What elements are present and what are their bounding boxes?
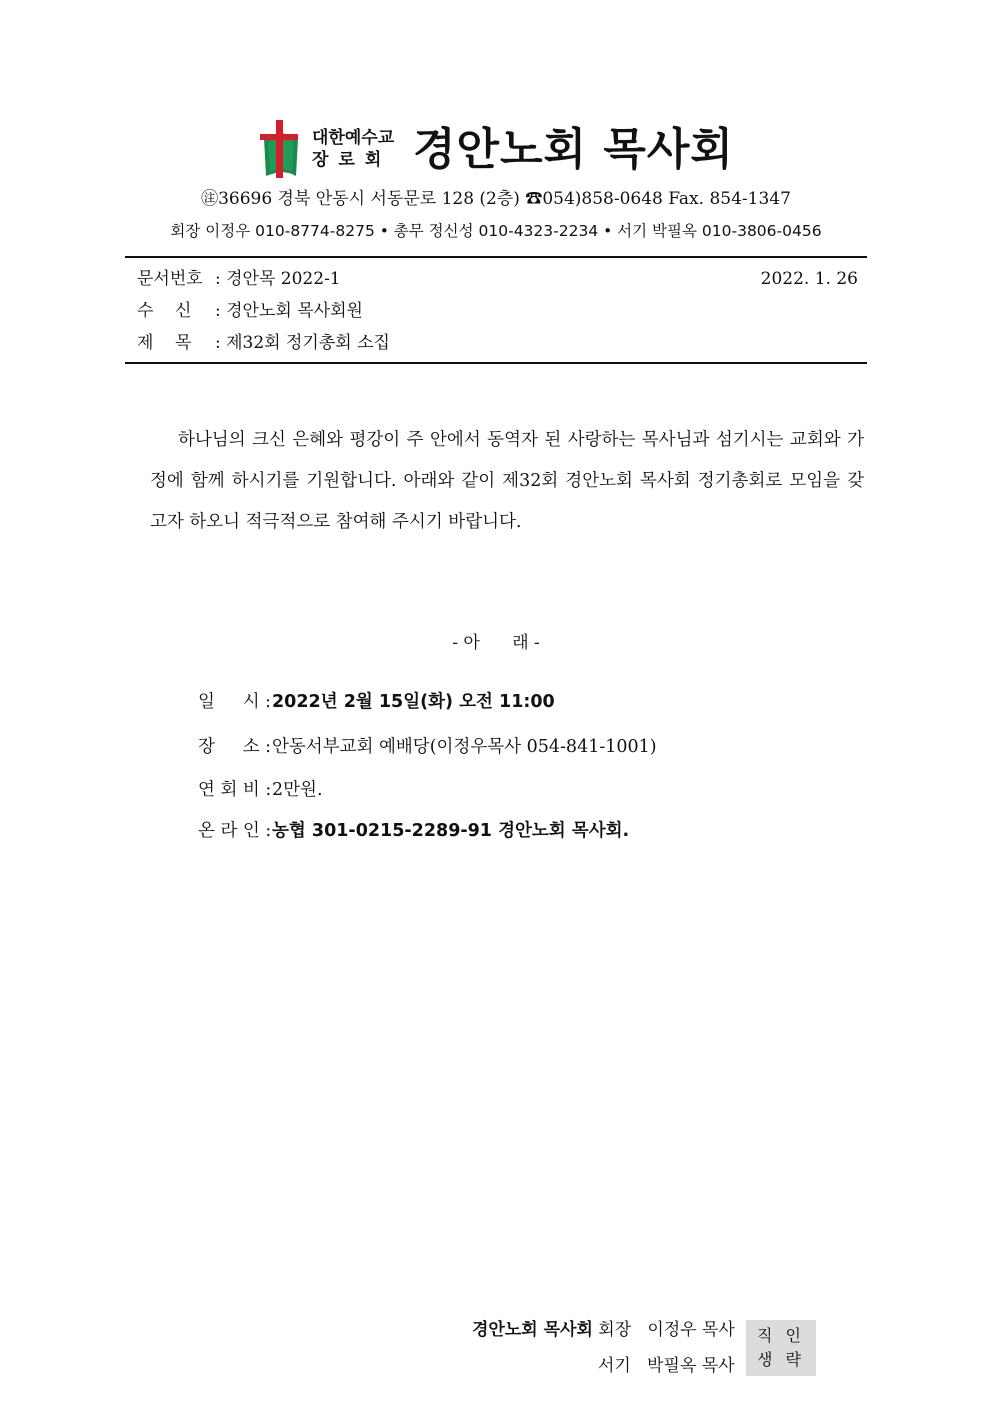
denomination-line1: 대한예수교	[312, 128, 395, 148]
bottom-rule	[125, 362, 867, 364]
subject-row	[137, 330, 390, 356]
document-date: 2022. 1. 26	[760, 269, 858, 289]
denomination-name	[312, 127, 394, 171]
seal-line2: 생 략	[757, 1350, 805, 1369]
detail-place	[198, 733, 657, 761]
doc-number-value: : 경안목 2022-1	[215, 269, 341, 289]
subject-label: 제 목	[137, 333, 192, 353]
place-label: 장 소 :	[198, 737, 272, 757]
signature-president: 회장 이정우 목사	[592, 1320, 735, 1340]
org-title: 경안노회 목사회	[413, 124, 734, 175]
doc-number-label: 문서번호	[137, 269, 203, 289]
subject-value: : 제32회 정기총회 소집	[215, 333, 390, 353]
contacts-line: 회장 이정우 010-8774-8275 • 총무 정신성 010-4323-2234 • 서기 박필옥 010-3806-0456	[170, 222, 822, 240]
datetime-value: 2022년 2월 15일(화) 오전 11:00	[272, 692, 555, 712]
signature-secretary: 서기 박필옥 목사	[598, 1356, 735, 1376]
denomination-line2: 장로회	[312, 150, 392, 170]
body-paragraph: 하나님의 크신 은혜와 평강이 주 안에서 동역자 된 사랑하는 목사님과 섬기시는 교회와 가정에 함께 하시기를 기원합니다. 아래와 같이 제32회 경안노회 목사회 정기총회로 모임을 갖고자 하오니 적극적으로 참여해 주시기 바랍니다.	[150, 430, 864, 532]
presbytery-logo-icon	[256, 118, 302, 180]
seal-line1: 직 인	[757, 1326, 805, 1345]
detail-online	[198, 817, 629, 845]
fee-value: 2만원.	[272, 780, 323, 800]
seal-omitted-stamp	[746, 1320, 816, 1376]
datetime-label: 일 시 :	[198, 692, 272, 712]
recipient-row	[137, 298, 363, 324]
online-label: 온 라 인 :	[198, 821, 272, 841]
recipient-label: 수 신	[137, 301, 192, 321]
address-line: ㊟36696 경북 안동시 서동문로 128 (2층) ☎054)858-0648 Fax. 854-1347	[201, 189, 791, 209]
place-value: 안동서부교회 예배당(이정우목사 054-841-1001)	[272, 737, 657, 757]
fee-label: 연 회 비 :	[198, 780, 272, 800]
top-rule	[125, 256, 867, 258]
online-value: 농협 301-0215-2289-91 경안노회 목사회.	[272, 821, 630, 841]
detail-fee	[198, 776, 323, 804]
signature-org: 경안노회 목사회	[472, 1320, 593, 1340]
detail-datetime	[198, 688, 555, 716]
recipient-value: : 경안노회 목사회원	[215, 301, 363, 321]
signature-line1	[472, 1316, 735, 1344]
ara-heading: - 아 래 -	[452, 633, 540, 653]
doc-number-row	[137, 266, 341, 292]
